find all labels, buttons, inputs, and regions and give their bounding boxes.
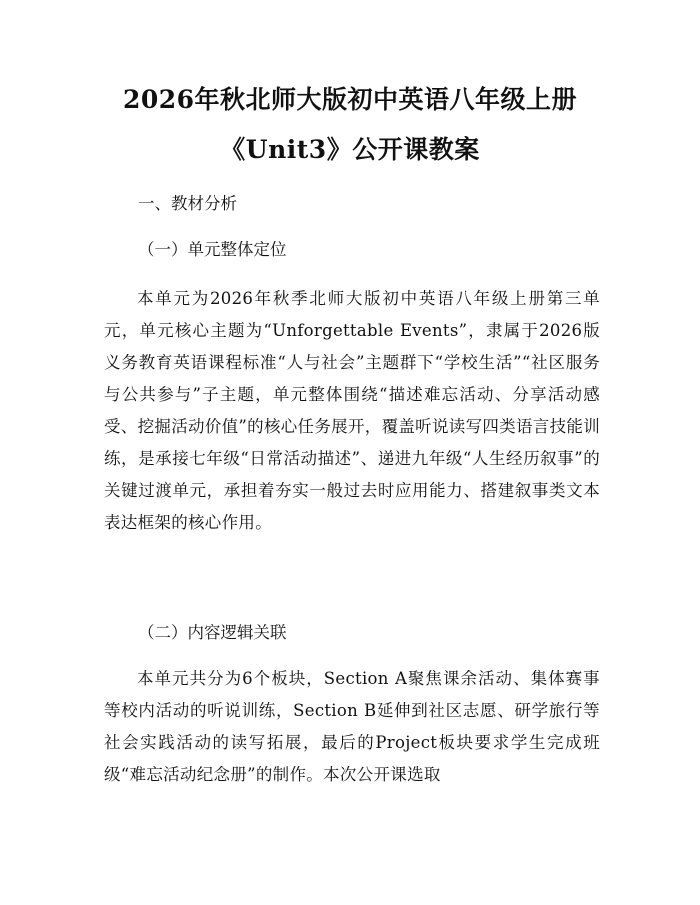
document-title-line2: 《Unit3》公开课教案 xyxy=(220,135,480,164)
section-heading-textbook-analysis: 一、教材分析 xyxy=(138,194,237,213)
document-title-line1: 2026年秋北师大版初中英语八年级上册 xyxy=(122,85,578,114)
paragraph-content-logic: 本单元共分为6个板块，Section A聚焦课余活动、集体赛事等校内活动的听说训练，Section B延伸到社区志愿、研学旅行等社会实践活动的读写拓展，最后的Project板块要求学生完成班级“难忘活动纪念册”的制作。本次公开课选取 xyxy=(104,669,600,784)
subsection-heading-content-logic: （二）内容逻辑关联 xyxy=(138,623,287,642)
subsection-heading-unit-positioning: （一）单元整体定位 xyxy=(138,240,287,259)
paragraph-unit-positioning: 本单元为2026年秋季北师大版初中英语八年级上册第三单元，单元核心主题为“Unforgettable Events”，隶属于2026版义务教育英语课程标准“人与社会”主题群下“学校生活”“社区服务与公共参与”子主题，单元整体围绕“描述难忘活动、分享活动感受、挖掘活动价值”的核心任务展开，覆盖听说读写四类语言技能训练，是承接七年级“日常活动描述”、递进九年级“人生经历叙事”的关键过渡单元，承担着夯实一般过去时应用能力、搭建叙事类文本表达框架的核心作用。 xyxy=(104,289,600,532)
